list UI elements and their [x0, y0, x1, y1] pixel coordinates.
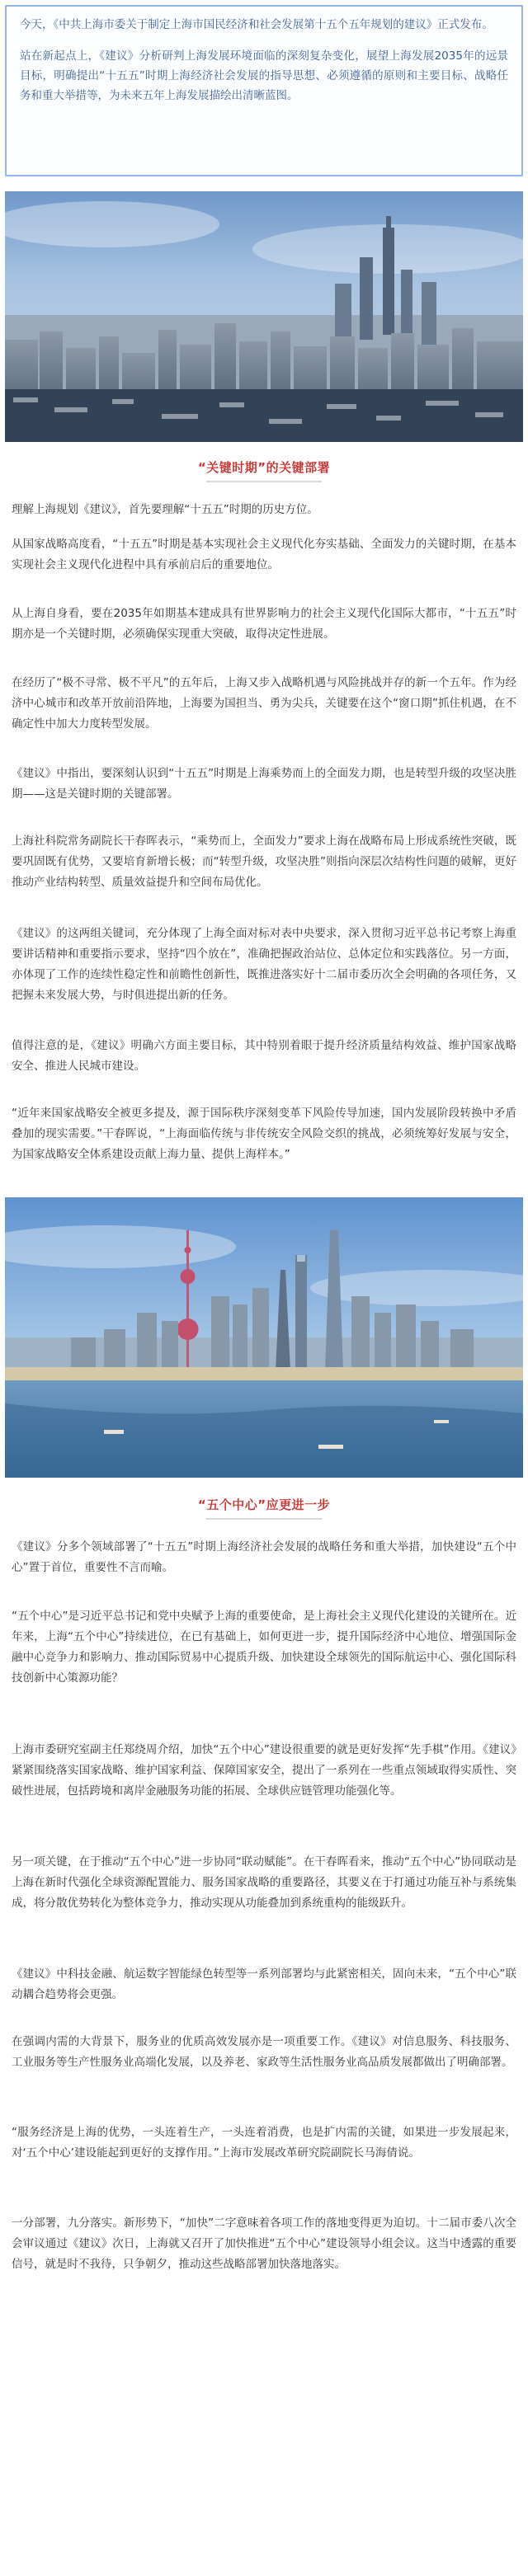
paragraph: 值得注意的是，《建议》明确六方面主要目标，其中特别着眼于提升经济质量结构效益、维护国家战略安全、推进人民城市建设。 — [12, 1039, 516, 1073]
section-title-divider — [206, 481, 322, 482]
paragraph: 一分部署，九分落实。新形势下，“加快”二字意味着各项工作的落地变得更为迫切。十二届市委八次全会审议通过《建议》次日，上海就又召开了加快推进“五个中心”建设领导小组会议。这当中透露的重要信号，就是时不我待，只争朝夕，推动这些战略部署加快落地落实。 — [12, 2216, 516, 2271]
lujiazui-skyline-photo — [5, 1197, 523, 1478]
intro-box — [5, 5, 523, 176]
paragraph: 另一项关键，在于推动“五个中心”进一步协同“联动赋能”。在干春晖看来，推动“五个中心”协同联动是上海在新时代强化全球资源配置能力、服务国家战略的重要路径，其要义在于打通过功能互补与系统集成，将分散优势转化为整体竞争力，推动实现从功能叠加到系统重构的能级跃升。 — [12, 1855, 516, 1910]
paragraph: 在强调内需的大背景下，服务业的优质高效发展亦是一项重要工作。《建议》对信息服务、科技服务、工业服务等生产性服务业高端化发展，以及养老、家政等生活性服务业高品质发展都做出了明确部署。 — [12, 2035, 516, 2069]
paragraph: “五个中心”是习近平总书记和党中央赋予上海的重要使命，是上海社会主义现代化建设的关键所在。近年来，上海“五个中心”持续进位，在已有基础上，如何更进一步，提升国际经济中心地位、增强国际金融中心竞争力和影响力、推动国际贸易中心提质升级、加快建设全球领先的国际航运中心、强化国际科技创新中心策源功能？ — [12, 1610, 516, 1685]
paragraph: 《建议》的这两组关键词，充分体现了上海全面对标对表中央要求，深入贯彻习近平总书记考察上海重要讲话精神和重要指示要求，坚持“四个放在”，准确把握政治站位、总体定位和实践落位。另一方面，亦体现了工作的连续性稳定性和前瞻性创新性，既推进落实好十二届市委历次全会明确的各项任务，又把握未来发展大势，与时俱进提出新的任务。 — [12, 927, 516, 1002]
paragraph: 理解上海规划《建议》，首先要理解“十五五”时期的历史方位。 — [12, 503, 318, 516]
intro-paragraph-2: 站在新起点上，《建议》分析研判上海发展环境面临的深刻复杂变化，展望上海发展2035年的远景目标，明确提出“十五五”时期上海经济社会发展的指导思想、必须遵循的原则和主要目标、战略任务和重大举措等，为未来五年上海发展描绘出清晰蓝图。 — [20, 49, 508, 102]
paragraph: “近年来国家战略安全被更多提及，源于国际秩序深刻变革下风险传导加速，国内发展阶段转换中矛盾叠加的现实需要。”干春晖说，“上海面临传统与非传统安全风险交织的挑战，必须统筹好发展与安全，为国家战略安全体系建设贡献上海力量、提供上海样本。” — [12, 1107, 516, 1161]
paragraph: 《建议》分多个领域部署了“十五五”时期上海经济社会发展的战略任务和重大举措，加快建设“五个中心”置于首位，重要性不言而喻。 — [12, 1540, 516, 1574]
city-skyline-photo — [5, 191, 523, 442]
paragraph: 从上海自身看，要在2035年如期基本建成具有世界影响力的社会主义现代化国际大都市，“十五五”时期亦是一个关键时期，必须确保实现重大突破，取得决定性进展。 — [12, 607, 516, 641]
paragraph: 《建议》中指出，要深刻认识到“十五五”时期是上海乘势而上的全面发力期，也是转型升级的攻坚决胜期——这是关键时期的关键部署。 — [12, 767, 516, 801]
paragraph: 《建议》中科技金融、航运数字智能绿色转型等一系列部署均与此紧密相关，固向未来，“五个中心”联动耦合趋势将会更强。 — [12, 1967, 516, 2001]
paragraph: 从国家战略高度看，“十五五”时期是基本实现社会主义现代化夯实基础、全面发力的关键时期，在基本实现社会主义现代化进程中具有承前启后的重要地位。 — [12, 538, 516, 571]
section-title-five-centers — [0, 1496, 528, 1520]
section-title-divider — [206, 1518, 322, 1520]
paragraph: 在经历了“极不寻常、极不平凡”的五年后，上海又步入战略机遇与风险挑战并存的新一个五年。作为经济中心城市和改革开放前沿阵地，上海要为国担当、勇为尖兵，关键要在这个“窗口期”抓住机遇，在不确定性中加大力度转型发展。 — [12, 676, 516, 731]
section-title-five-centers-text: “五个中心”应更进一步 — [197, 1497, 331, 1512]
section-title-key-period-text: “关键时期”的关键部署 — [197, 460, 331, 475]
paragraph: 上海社科院常务副院长干春晖表示，“乘势而上，全面发力”要求上海在战略布局上形成系统性突破，既要巩固既有优势，又要培育新增长极；而“转型升级，攻坚决胜”则指向深层次结构性问题的破解，更好推动产业结构转型、质量效益提升和空间布局优化。 — [12, 834, 516, 889]
section-title-key-period — [0, 458, 528, 482]
intro-paragraph-1: 今天，《中共上海市委关于制定上海市国民经济和社会发展第十五个五年规划的建议》正式发布。 — [20, 18, 493, 31]
paragraph: “服务经济是上海的优势，一头连着生产，一头连着消费，也是扩内需的关键，如果进一步发展起来，对‘五个中心’建设能起到更好的支撑作用。”上海市发展改革研究院副院长马海倩说。 — [12, 2126, 516, 2160]
paragraph: 上海市委研究室副主任郑绕周介绍，加快“五个中心”建设很重要的就是更好发挥“先手棋”作用。《建议》紧紧围绕落实国家战略、维护国家利益、保障国家安全，提出了一系列在一些重点领域取得实质性、突破性进展，包括跨境和离岸金融服务功能的拓展、全球供应链管理功能强化等。 — [12, 1743, 516, 1798]
